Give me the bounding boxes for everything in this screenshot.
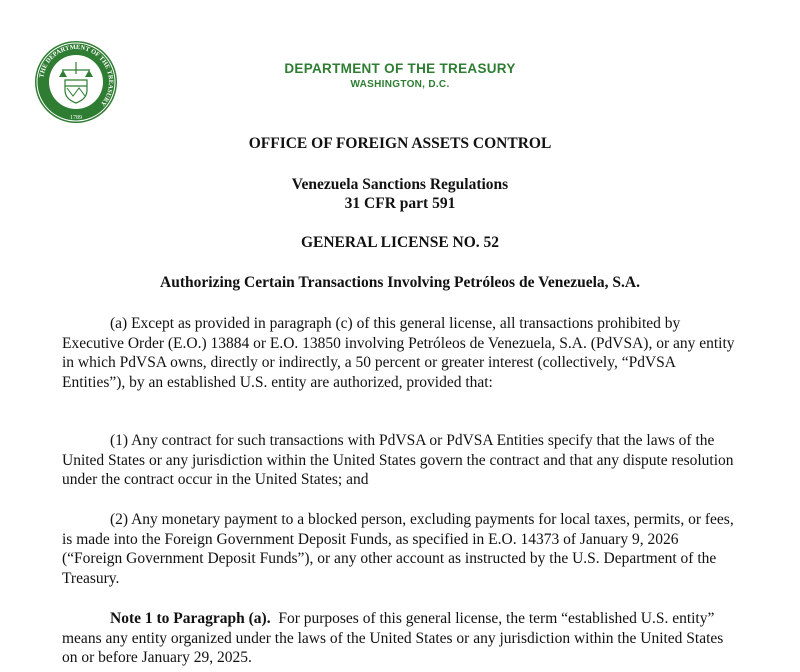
office-title: OFFICE OF FOREIGN ASSETS CONTROL	[248, 135, 552, 152]
paragraph-a-1-text: (1) Any contract for such transactions with PdVSA or PdVSA Entities specify that the laws of the United States or any jurisdiction within the United States govern the contract and that any dispute resolution under the contract occur in the United States; and	[62, 432, 734, 488]
paragraph-a-2-text: (2) Any monetary payment to a blocked person, excluding payments for local taxes, permits, or fees, is made into the Foreign Government Deposit Funds, as specified in E.O. 14373 of January 9, 2026 (“Foreign Government Deposit Funds”), or any other account as instructed by the U.S. Department of the Treasury.	[62, 511, 734, 587]
seal-year: 1789	[70, 115, 82, 121]
cfr-citation: 31 CFR part 591	[344, 195, 456, 212]
paragraph-a	[62, 314, 738, 392]
license-number: GENERAL LICENSE NO. 52	[300, 234, 500, 251]
treasury-seal	[34, 40, 118, 124]
paragraph-a-1	[62, 431, 738, 490]
license-subject: Authorizing Certain Transactions Involving Petróleos de Venezuela, S.A.	[160, 274, 640, 291]
note-1-label: Note 1 to Paragraph (a).	[110, 610, 271, 627]
department-header	[230, 61, 570, 91]
note-1-text: For purposes of this general license, the term “established U.S. entity” means any entity organized under the laws of the United States or any jurisdiction within the United States on or before January 29, 2025.	[62, 610, 724, 666]
regulations-title: Venezuela Sanctions Regulations	[291, 176, 509, 193]
department-location: WASHINGTON, D.C.	[350, 79, 450, 90]
paragraph-a-text: (a) Except as provided in paragraph (c) of this general license, all transactions prohibited by Executive Order (E.O.) 13884 or E.O. 13850 involving Petróleos de Venezuela, S.A. (PdVSA), or any entity in which PdVSA owns, directly or indirectly, a 50 percent or greater interest (collectively, “PdVSA Entities”), by an established U.S. entity are authorized, provided that:	[62, 315, 735, 391]
department-title: DEPARTMENT OF THE TREASURY	[284, 61, 516, 76]
note-1	[62, 609, 738, 668]
paragraph-a-2	[62, 510, 738, 588]
seal-ring-text: THE DEPARTMENT OF THE TREASURY	[38, 43, 115, 108]
